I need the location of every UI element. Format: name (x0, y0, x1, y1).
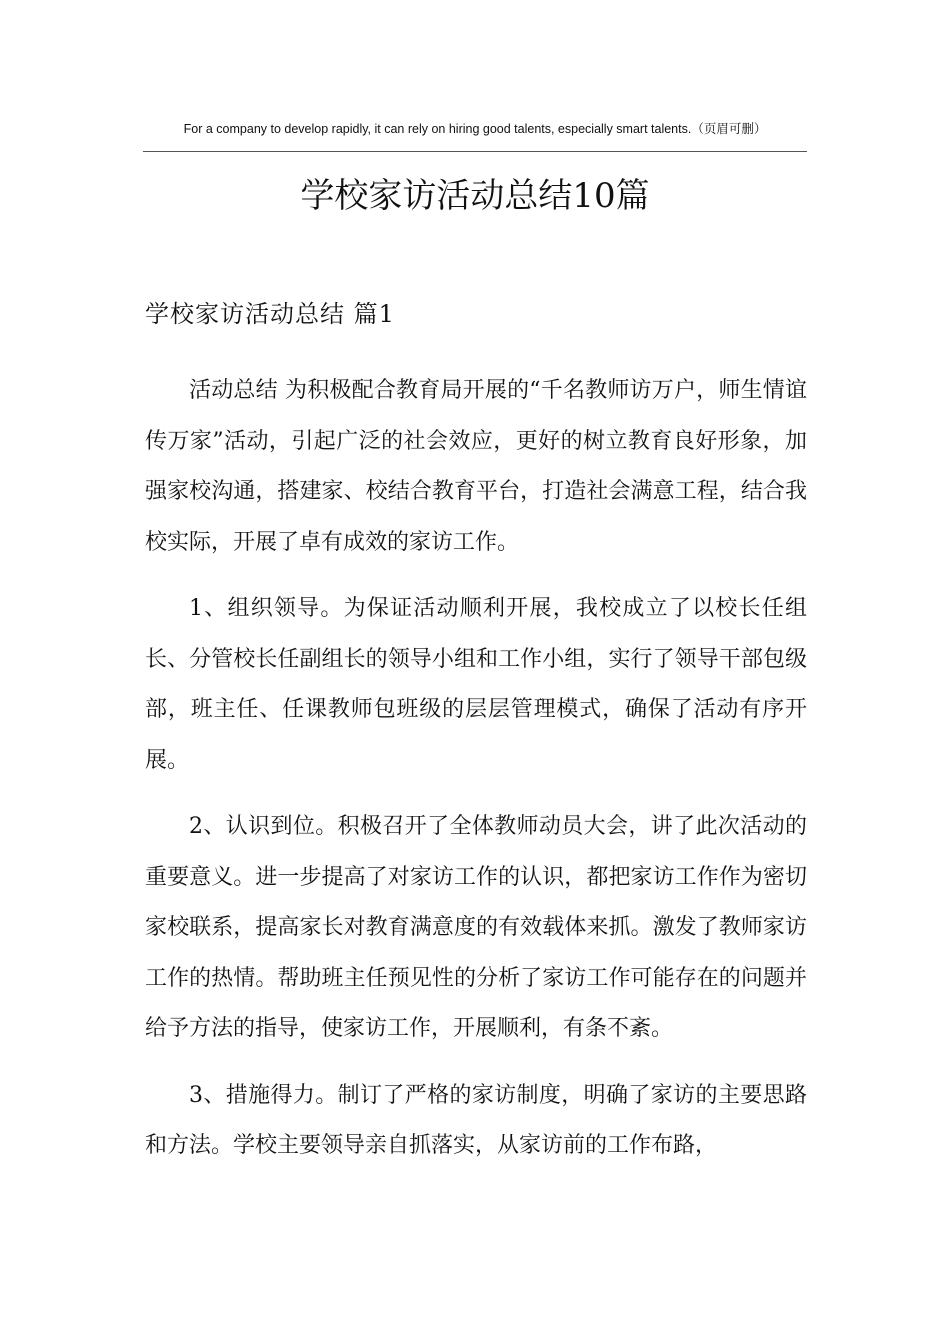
header-divider (143, 151, 807, 152)
paragraph-measures: 3、措施得力。制订了严格的家访制度，明确了家访的主要思路和方法。学校主要领导亲自抓落实，从家访前的工作布路， (145, 1082, 807, 1158)
paragraph-awareness: 2、认识到位。积极召开了全体教师动员大会，讲了此次活动的重要意义。进一步提高了对家访工作的认识，都把家访工作作为密切家校联系，提高家长对教育满意度的有效载体来抓。激发了教师家访工作的热情。帮助班主任预见性的分析了家访工作可能存在的问题并给予方法的指导，使家访工作，开展顺利，有条不紊。 (145, 814, 807, 1041)
page-header: For a company to develop rapidly, it can rely on hiring good talents, especially smart talents.（页眉可删） (183, 122, 767, 136)
paragraph-organization: 1、组织领导。为保证活动顺利开展，我校成立了以校长任组长、分管校长任副组长的领导小组和工作小组，实行了领导干部包级部，班主任、任课教师包班级的层层管理模式，确保了活动有序开展。 (145, 596, 807, 773)
document-body (145, 366, 807, 1188)
document-title: 学校家访活动总结10篇 (300, 176, 650, 216)
paragraph-intro: 活动总结 为积极配合教育局开展的“千名教师访万户，师生情谊传万家”活动，引起广泛的社会效应，更好的树立教育良好形象，加强家校沟通，搭建家、校结合教育平台，打造社会满意工程，结合我校实际，开展了卓有成效的家访工作。 (145, 378, 807, 555)
section-heading: 学校家访活动总结 篇1 (145, 300, 395, 328)
